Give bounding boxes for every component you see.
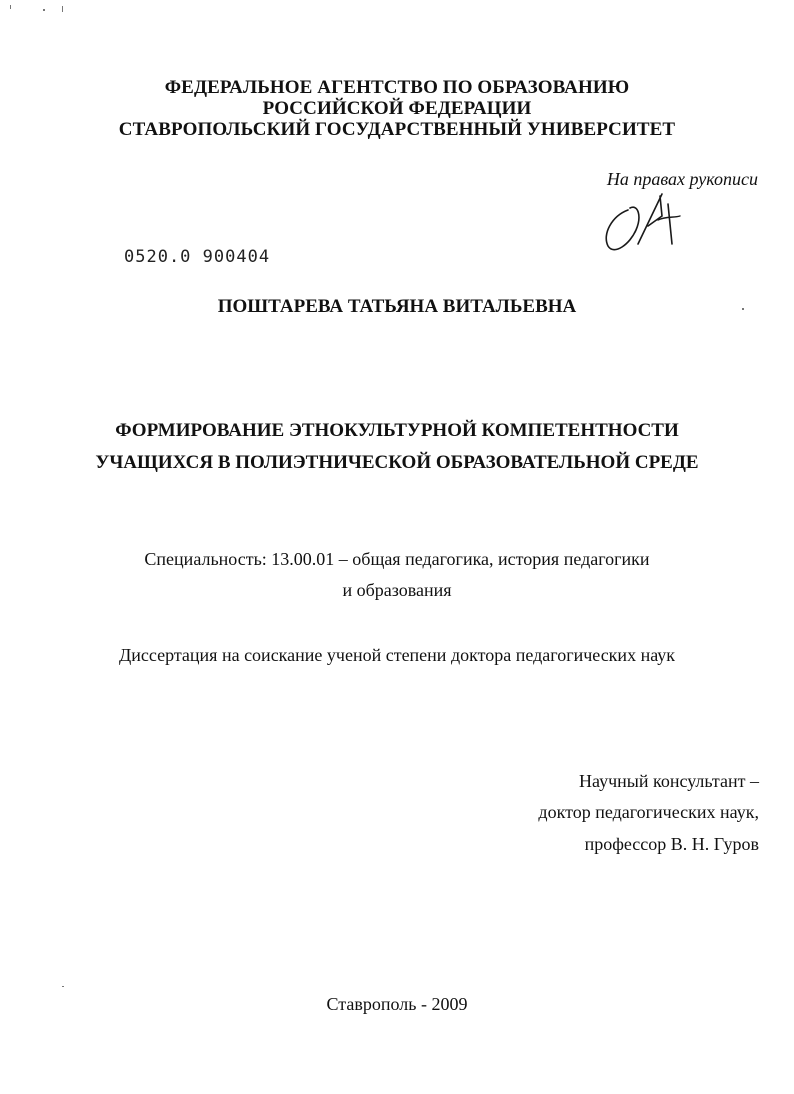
header-line-federation: РОССИЙСКОЙ ФЕДЕРАЦИИ (262, 98, 532, 119)
registration-code: 0520.0 900404 (124, 247, 271, 267)
consultant-name: профессор В. Н. Гуров (584, 834, 759, 854)
author-name: ПОШТАРЕВА ТАТЬЯНА ВИТАЛЬЕВНА (217, 296, 577, 317)
title-line-1: ФОРМИРОВАНИЕ ЭТНОКУЛЬТУРНОЙ КОМПЕТЕНТНОСТИ (115, 420, 679, 441)
consultant-degree: доктор педагогических наук, (538, 802, 759, 822)
signature (598, 186, 690, 258)
dissertation-type: Диссертация на соискание ученой степени доктора педагогических наук (118, 645, 676, 665)
title-line-2: УЧАЩИХСЯ В ПОЛИЭТНИЧЕСКОЙ ОБРАЗОВАТЕЛЬНОЙ СРЕДЕ (95, 452, 699, 473)
city-year: Ставрополь - 2009 (326, 994, 468, 1014)
specialty-line-1: Специальность: 13.00.01 – общая педагогика, история педагогики (144, 549, 650, 569)
consultant-label: Научный консультант – (579, 771, 759, 791)
header-line-university: СТАВРОПОЛЬСКИЙ ГОСУДАРСТВЕННЫЙ УНИВЕРСИТЕТ (118, 119, 676, 140)
specialty-line-2: и образования (342, 580, 452, 600)
header-line-agency: ФЕДЕРАЛЬНОЕ АГЕНТСТВО ПО ОБРАЗОВАНИЮ (164, 77, 630, 98)
manuscript-note: На правах рукописи (606, 169, 758, 189)
